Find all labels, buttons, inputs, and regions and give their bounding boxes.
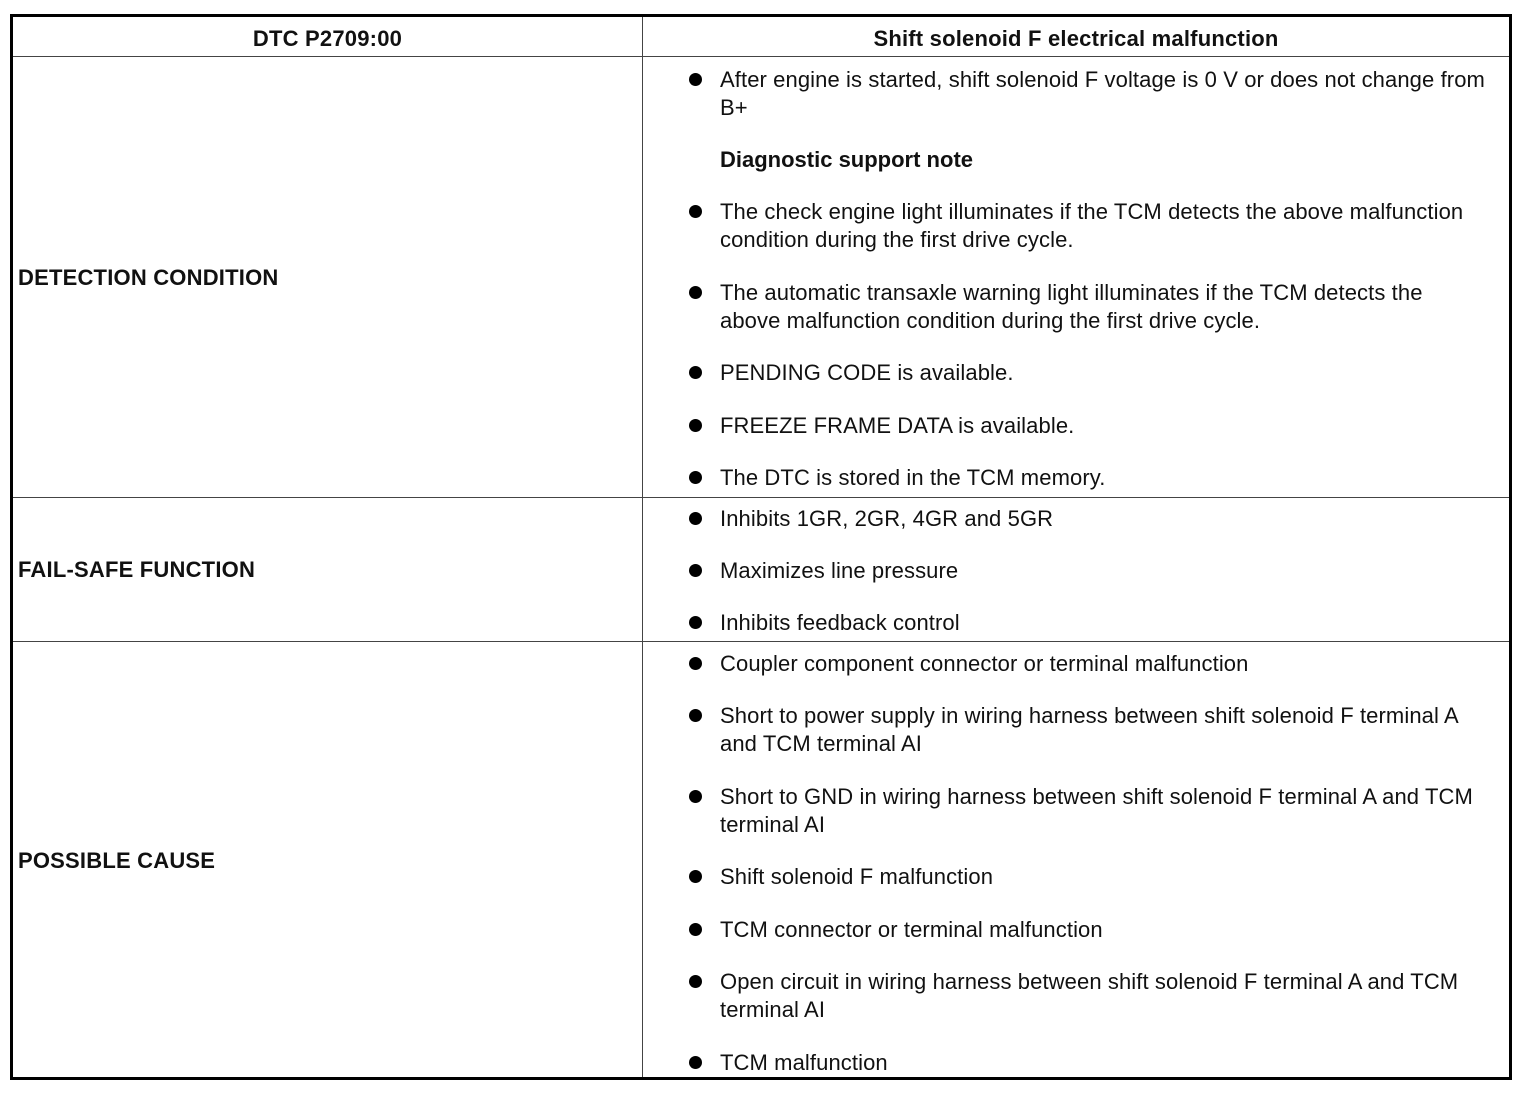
bullet-icon	[689, 73, 702, 86]
bullet-icon	[689, 366, 702, 379]
bullet-icon	[689, 471, 702, 484]
bullet-icon	[689, 923, 702, 936]
bullet-icon	[689, 205, 702, 218]
detection-label-cell	[13, 57, 643, 497]
cause-label-cell	[13, 642, 643, 1077]
bullet-icon	[689, 419, 702, 432]
bullet-icon	[689, 975, 702, 988]
bullet-icon	[689, 1056, 702, 1069]
diagnostic-note-title: Diagnostic support note	[720, 147, 973, 172]
bullet-icon	[689, 870, 702, 883]
list-item: PENDING CODE is available.	[689, 359, 1489, 387]
list-item: TCM connector or terminal malfunction	[689, 916, 1489, 944]
list-item: The check engine light illuminates if the TCM detects the above malfunction condition during the first drive cycle.	[689, 198, 1489, 254]
bullet-icon	[689, 709, 702, 722]
bullet-icon	[689, 286, 702, 299]
list-item: Open circuit in wiring harness between shift solenoid F terminal A and TCM terminal AI	[689, 968, 1489, 1024]
detection-content-cell	[643, 57, 1509, 497]
list-item: TCM malfunction	[689, 1049, 1489, 1077]
failsafe-row	[13, 498, 1509, 642]
dtc-title: Shift solenoid F electrical malfunction	[873, 26, 1279, 51]
list-item: Short to power supply in wiring harness between shift solenoid F terminal A and TCM terminal AI	[689, 702, 1489, 758]
detection-row	[13, 57, 1509, 498]
list-item: After engine is started, shift solenoid F voltage is 0 V or does not change from B+	[689, 66, 1489, 122]
list-item: Short to GND in wiring harness between shift solenoid F terminal A and TCM terminal AI	[689, 783, 1489, 839]
bullet-icon	[689, 616, 702, 629]
bullet-icon	[689, 512, 702, 525]
dtc-table	[10, 14, 1512, 1080]
list-item: Inhibits feedback control	[689, 609, 1489, 637]
cause-content-cell	[643, 642, 1509, 1077]
bullet-icon	[689, 657, 702, 670]
failsafe-content-cell	[643, 498, 1509, 641]
failsafe-label: FAIL-SAFE FUNCTION	[18, 557, 256, 582]
dtc-code: DTC P2709:00	[252, 26, 403, 51]
list-item: Coupler component connector or terminal malfunction	[689, 650, 1489, 678]
header-title-cell	[643, 17, 1509, 56]
bullet-icon	[689, 790, 702, 803]
list-item: The DTC is stored in the TCM memory.	[689, 464, 1489, 492]
cause-row	[13, 642, 1509, 1077]
detection-label: DETECTION CONDITION	[18, 265, 279, 290]
header-row	[13, 17, 1509, 57]
list-item: Maximizes line pressure	[689, 557, 1489, 585]
list-item: FREEZE FRAME DATA is available.	[689, 412, 1489, 440]
list-item: Shift solenoid F malfunction	[689, 863, 1489, 891]
list-item: Inhibits 1GR, 2GR, 4GR and 5GR	[689, 505, 1489, 533]
list-item: The automatic transaxle warning light illuminates if the TCM detects the above malfunction condition during the first drive cycle.	[689, 279, 1489, 335]
failsafe-label-cell	[13, 498, 643, 641]
header-code-cell	[13, 17, 643, 56]
cause-label: POSSIBLE CAUSE	[18, 848, 216, 873]
bullet-icon	[689, 564, 702, 577]
